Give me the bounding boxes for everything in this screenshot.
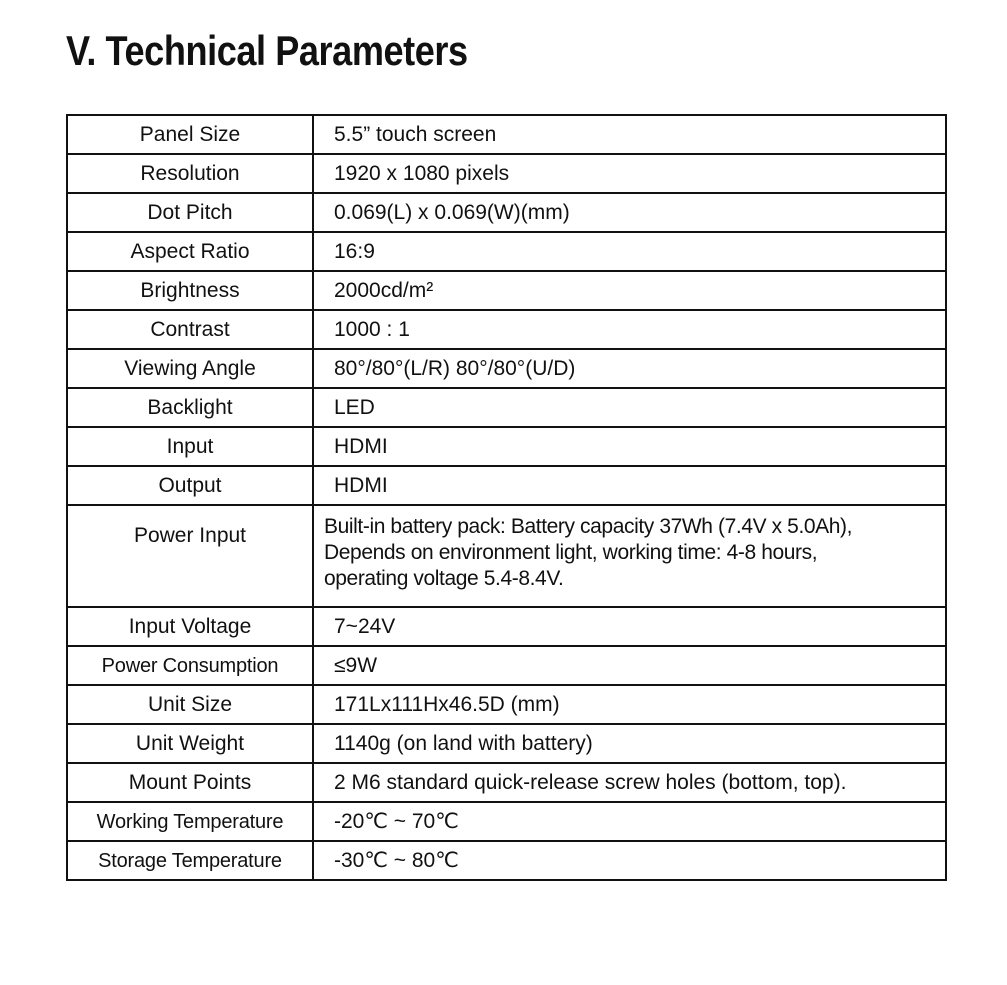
table-row <box>67 193 946 232</box>
table-row <box>67 310 946 349</box>
technical-parameters-table <box>66 114 947 881</box>
table-row <box>67 607 946 646</box>
table-row <box>67 466 946 505</box>
param-value: 171Lx111Hx46.5D (mm) <box>313 685 946 724</box>
table-row <box>67 763 946 802</box>
table-row <box>67 388 946 427</box>
param-label: Viewing Angle <box>67 349 313 388</box>
param-value: HDMI <box>313 427 946 466</box>
param-label: Aspect Ratio <box>67 232 313 271</box>
param-label: Unit Size <box>67 685 313 724</box>
param-label: Storage Temperature <box>67 841 313 880</box>
param-label: Backlight <box>67 388 313 427</box>
table-row <box>67 802 946 841</box>
param-value: 1000 : 1 <box>313 310 946 349</box>
param-label: Dot Pitch <box>67 193 313 232</box>
param-value-multiline <box>313 505 946 607</box>
param-value: 2000cd/m² <box>313 271 946 310</box>
table-row <box>67 115 946 154</box>
param-value: 1920 x 1080 pixels <box>313 154 946 193</box>
param-value: 5.5” touch screen <box>313 115 946 154</box>
table-row <box>67 505 946 607</box>
param-value: LED <box>313 388 946 427</box>
param-value: 1140g (on land with battery) <box>313 724 946 763</box>
param-label: Input <box>67 427 313 466</box>
param-value: 7~24V <box>313 607 946 646</box>
param-label: Input Voltage <box>67 607 313 646</box>
param-label: Contrast <box>67 310 313 349</box>
param-value: 0.069(L) x 0.069(W)(mm) <box>313 193 946 232</box>
value-line: Built-in battery pack: Battery capacity 37Wh (7.4V x 5.0Ah), <box>324 515 853 538</box>
param-value: HDMI <box>313 466 946 505</box>
page-title: V. Technical Parameters <box>66 27 468 74</box>
table-row <box>67 349 946 388</box>
param-value: ≤9W <box>313 646 946 685</box>
param-value: -30℃ ~ 80℃ <box>313 841 946 880</box>
table-row <box>67 685 946 724</box>
param-label: Resolution <box>67 154 313 193</box>
table-row <box>67 646 946 685</box>
param-value: 80°/80°(L/R) 80°/80°(U/D) <box>313 349 946 388</box>
param-value: -20℃ ~ 70℃ <box>313 802 946 841</box>
param-label: Power Input <box>67 505 313 607</box>
param-value: 2 M6 standard quick-release screw holes (bottom, top). <box>313 763 946 802</box>
value-line: operating voltage 5.4-8.4V. <box>324 567 564 590</box>
table-row <box>67 271 946 310</box>
param-label: Working Temperature <box>67 802 313 841</box>
table-row <box>67 232 946 271</box>
param-label: Brightness <box>67 271 313 310</box>
table-row <box>67 154 946 193</box>
table-row <box>67 427 946 466</box>
table-row <box>67 724 946 763</box>
param-label: Mount Points <box>67 763 313 802</box>
param-label: Output <box>67 466 313 505</box>
value-line: Depends on environment light, working time: 4-8 hours, <box>324 541 818 564</box>
param-value: 16:9 <box>313 232 946 271</box>
param-label: Panel Size <box>67 115 313 154</box>
param-label: Unit Weight <box>67 724 313 763</box>
table-row <box>67 841 946 880</box>
param-label: Power Consumption <box>67 646 313 685</box>
